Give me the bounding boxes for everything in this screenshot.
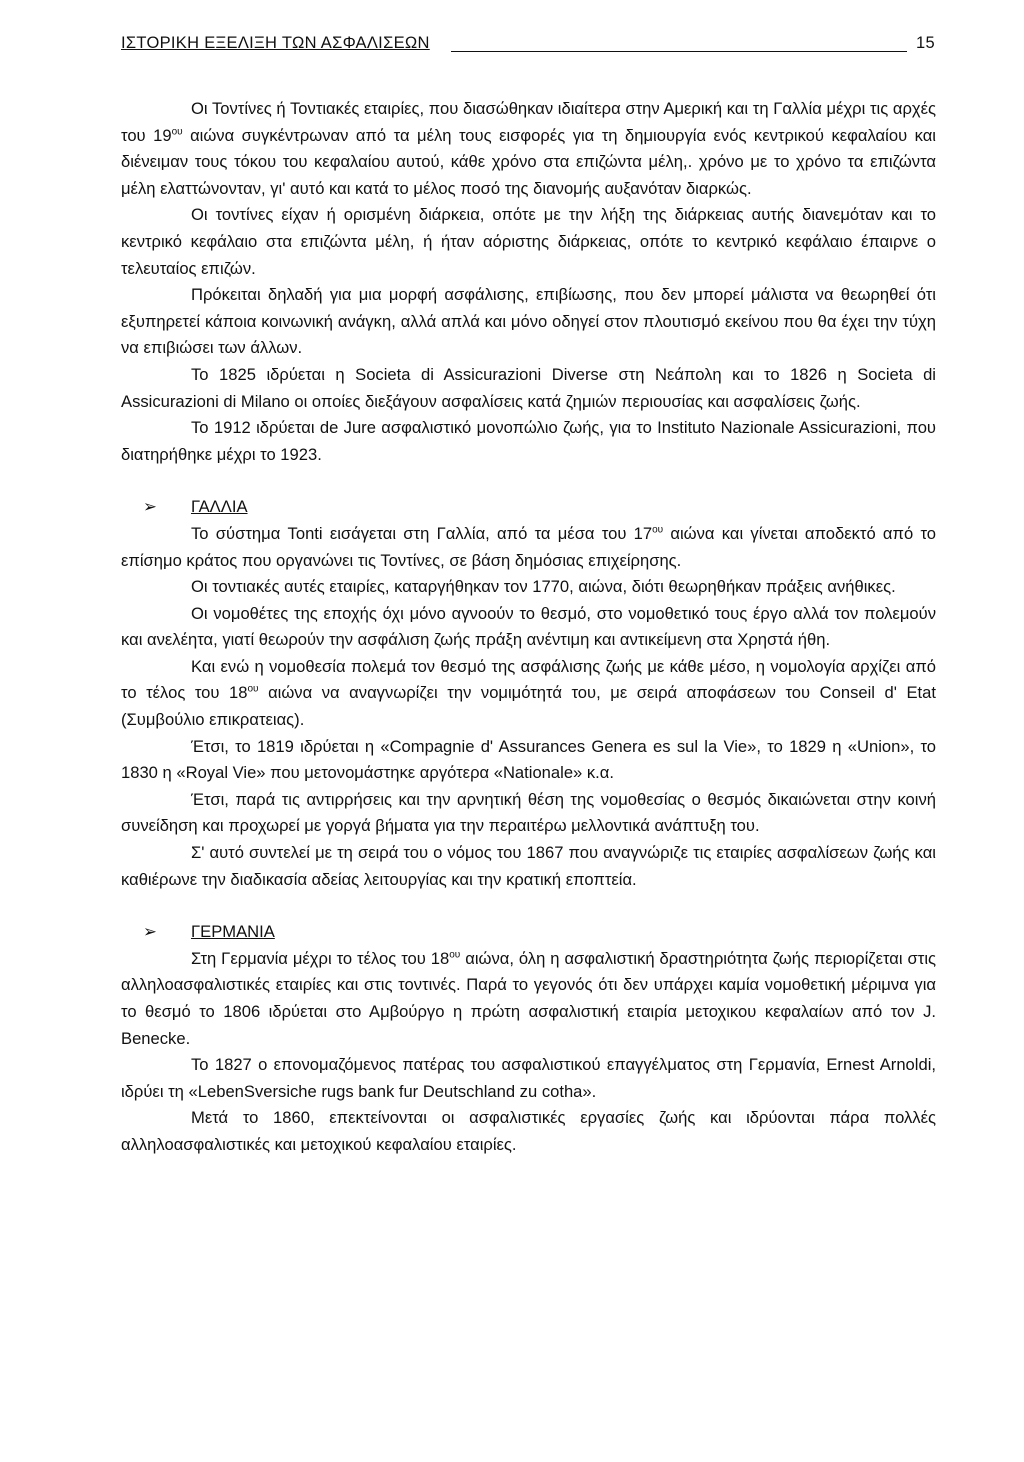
paragraph: Το 1825 ιδρύεται η Societa di Assicurazioni Diverse στη Νεάπολη και το 1826 η Societa di Assicurazioni di Milano οι οποίες διεξάγουν ασφαλίσεις κατά ζημιών περιουσίας και ασφαλίσεις ζωής. [121,364,936,411]
paragraph: Το 1827 ο επονομαζόμενος πατέρας του ασφαλιστικού επαγγέλματος στη Γερμανία, Ernest Arnoldi, ιδρύει τη «LebenSversiche rugs bank fur Deutschland zu cotha». [121,1055,936,1101]
section-title: ΓΑΛΛΙΑ [191,497,248,517]
section-heading-france [121,494,936,521]
section-title: ΓΕΡΜΑΝΙΑ [191,922,275,942]
paragraph: Μετά το 1860, επεκτείνονται οι ασφαλιστικές εργασίες ζωής και ιδρύονται πάρα πολλές αλληλοασφαλιστικές και μετοχικού κεφαλαίου εταιρίες. [121,1108,936,1154]
paragraph: Οι Τοντίνες ή Τοντιακές εταιρίες, που διασώθηκαν ιδιαίτερα στην Αμερική και τη Γαλλία μέχρι τις αρχές του $19^{o\upsilon}$ αιώνα συγκέντρωναν από τα μέλη τους εισφορές για τη δημιουργία ενός κεντρικού κεφαλαίου και διένειμαν τους τόκου του κεφαλαίου αυτού, κάθε χρόνο στα επιζώντα μέλη,. χρόνο με το χρόνο τα επιζώντα μέλη ελαττώνονταν, γι' αυτό και κατά το μέλος ποσό της διανομής αυξανόταν διαρκώς. [121,99,936,198]
paragraph: Και ενώ η νομοθεσία πολεμά τον θεσμό της ασφάλισης ζωής με κάθε μέσο, η νομολογία αρχίζει από το τέλος του $18^{o\upsilon}$ αιώνα να αναγνωρίζει την νομιμότητά του, με σειρά αποφάσεων του Conseil d' Etat (Συμβούλιο επικρατειας). [121,656,937,730]
arrow-bullet-icon: ➢ [143,922,157,942]
paragraph: Το σύστημα Tonti εισάγεται στη Γαλλία, από τα μέσα του $17^{o\upsilon}$ αιώνα και γίνεται αποδεκτό από το επίσημο κράτος που οργανώνει τις Τοντίνες, σε βάση δημόσιας επιχείρησης. [121,523,936,570]
section-heading-germany [121,919,936,946]
arrow-bullet-icon: ➢ [143,497,157,517]
paragraph: Οι νομοθέτες της εποχής όχι μόνο αγνοούν το θεσμό, στο νομοθετικό τους έργο αλλά τον πολεμούν και ανελέητα, γιατί θεωρούν την ασφάλιση ζωής πράξη ανέντιμη και αντικείμενη στα Χρηστά ήθη. [121,603,936,650]
paragraph: Οι τοντίνες είχαν ή ορισμένη διάρκεια, οπότε με την λήξη της διάρκειας αυτής διανεμόταν και το κεντρικό κεφάλαιο στα επιζώντα μέλη, ή ήταν αόριστης διάρκειας, οπότε το κεντρικό κεφάλαιο έπαιρνε ο τελευταίος επιζών. [121,205,936,278]
paragraph: Πρόκειται δηλαδή για μια μορφή ασφάλισης, επιβίωσης, που δεν μπορεί μάλιστα να θεωρηθεί ότι εξυπηρετεί κάποια κοινωνική ανάγκη, αλλά απλά και μόνο οδηγεί στον πλουτισμό εκείνου που θα έχει την τύχη να επιβιώσει των άλλων. [121,285,936,358]
page-number: 15 [916,34,935,52]
page-header [121,34,935,56]
paragraph: Οι τοντιακές αυτές εταιρίες, καταργήθηκαν τον 1770, αιώνα, διότι θεωρηθήκαν πράξεις ανήθικες. [191,577,896,597]
paragraph: Σ' αυτό συντελεί με τη σειρά του ο νόμος του 1867 που αναγνώριζε τις εταιρίες ασφαλίσεων ζωής και καθιέρωνε την διαδικασία αδείας λειτουργίας και την κρατική εποπτεία. [121,843,936,889]
paragraph: Έτσι, παρά τις αντιρρήσεις και την αρνητική θέση της νομοθεσίας ο θεσμός δικαιώνεται στην κοινή συνείδηση και προχωρεί με γοργά βήματα για την περαιτέρω μελλοντικά ανάπτυξη του. [121,789,936,836]
running-title: ΙΣΤΟΡΙΚΗ ΕΞΕΛΙΞΗ ΤΩΝ ΑΣΦΑΛΙΣΕΩΝ [121,34,430,52]
paragraph: Έτσι, το 1819 ιδρύεται η «Compagnie d' Assurances Genera es sul la Vie», το 1829 η «Union», το 1830 η «Royal Vie» που μετονομάστηκε αργότερα «Nationale» κ.α. [121,736,936,783]
body-text [121,96,936,1159]
paragraph: Στη Γερμανία μέχρι το τέλος του $18^{o\upsilon}$ αιώνα, όλη η ασφαλιστική δραστηριότητα ζωής περιορίζεται στις αλληλοασφαλιστικές εταιρίες και στις τοντινές. Παρά το γεγονός ότι δεν υπάρχει καμία νομοθετική μέριμνα για το θεσμό το 1806 ιδρύεται στο Αμβούργο η πρώτη ασφαλιστική εταιρία μετοχικου κεφαλαίων από τον J. Benecke. [121,948,936,1048]
paragraph: Το 1912 ιδρύεται de Jure ασφαλιστικό μονοπώλιο ζωής, για το Instituto Nazionale Assicurazioni, που διατηρήθηκε μέχρι το 1923. [121,418,936,464]
header-rule [451,51,907,52]
